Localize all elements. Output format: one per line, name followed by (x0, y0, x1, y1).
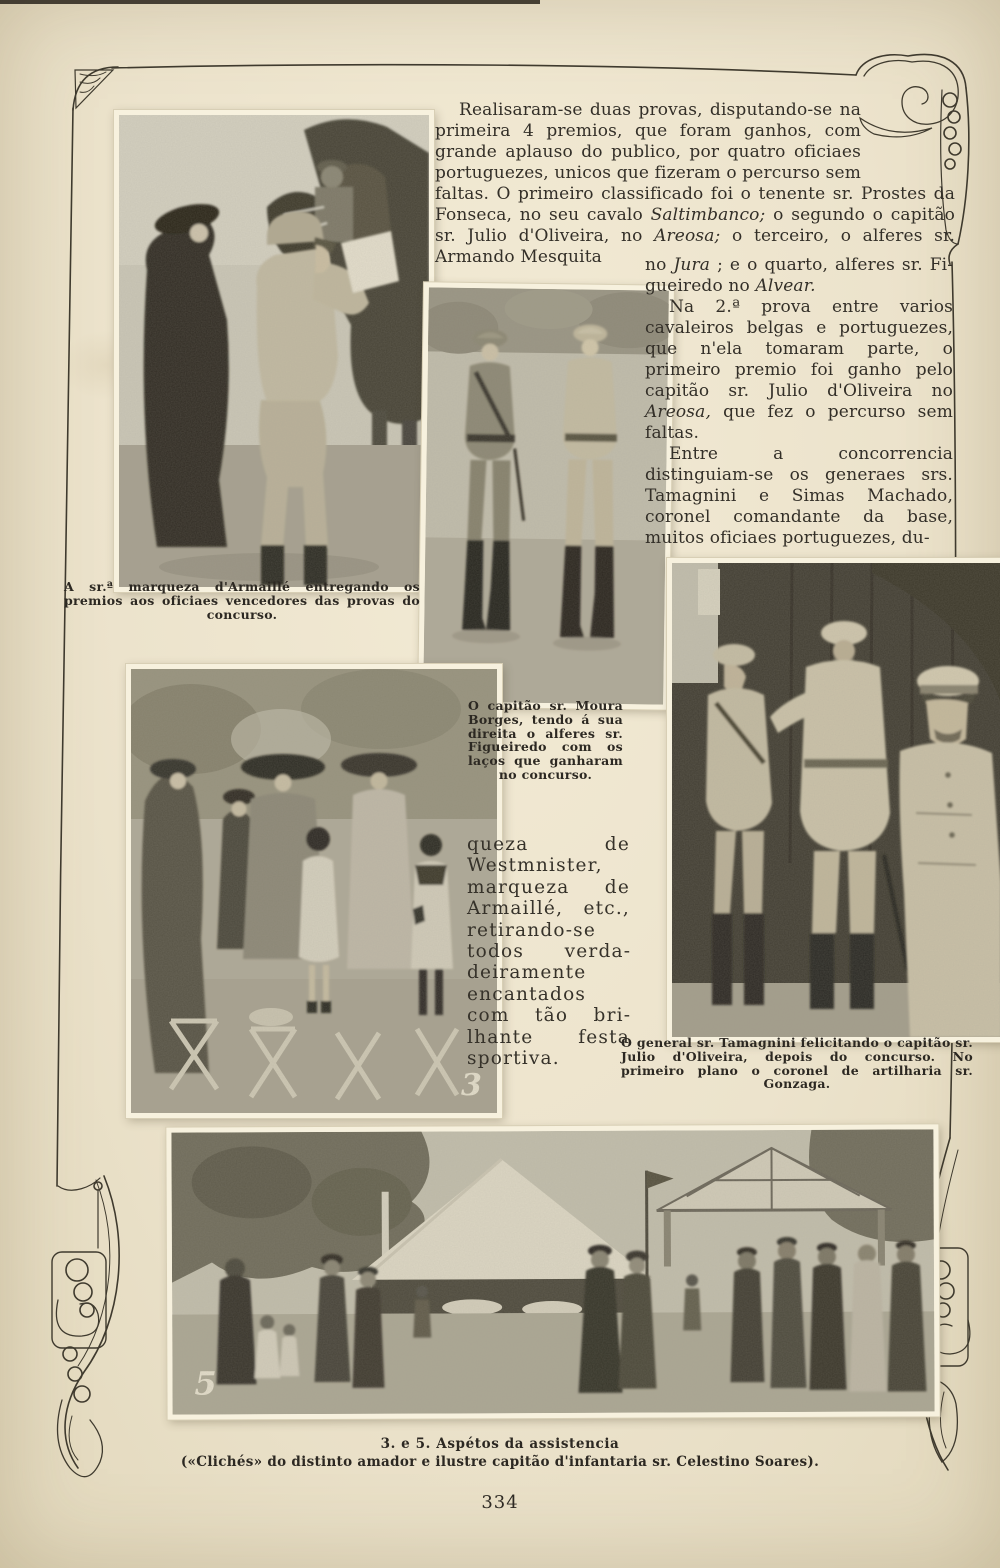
photo-spectators-group (126, 664, 502, 1118)
photo-prize-ceremony (114, 110, 434, 592)
bottom-caption (0, 1436, 1000, 1470)
frame-bottom-left-ornament (52, 1176, 119, 1477)
article-paragraph-2: Na 2.ª prova entre varios cavaleiros belgas e portuguezes, que n'ela tomaram parte, o primeiro premio foi ganho pelo capitão sr. Julio d'Oliveira no Areosa, que fez o percurso sem faltas. (645, 297, 953, 443)
article-column-main (435, 100, 955, 268)
photo-crowd-and-tent (166, 1124, 939, 1419)
article-paragraph-1-continuation: no Jura ; e o quarto, alferes sr. Figueiredo no Alvear. (645, 255, 954, 296)
article-column-narrow (645, 255, 953, 549)
frame-top-left-corner (73, 67, 118, 110)
bottom-caption-line-1: 3. e 5. Aspétos da assistencia (380, 1436, 620, 1452)
caption-photo-generals: O general sr. Tamagnini felicitando o capitão sr. Julio d'Oliveira, depois do concurso. No primeiro plano o coronel de artilharia sr. Gonzaga. (621, 1035, 973, 1092)
caption-photo-prize-ceremony: A sr.ª marqueza d'Armaillé entregando os premios aos oficiaes vencedores das provas do concurso. (64, 579, 420, 622)
frame-left-line (57, 108, 73, 1186)
text-wrap-spacer (861, 100, 955, 164)
frame-top-line (112, 65, 856, 75)
article-column-continuation: queza de Westmnister, marqueza de Armaillé, etc., retirando-se todos verdadeiramente encantados com tão brilhante festa sportiva. (467, 834, 630, 1070)
bottom-caption-line-2: («Clichés» do distinto amador e ilustre capitão d'infantaria sr. Celestino Soares). (180, 1454, 820, 1470)
photo-generals-congratulating (667, 558, 1000, 1042)
article-paragraph-1: Realisaram-se duas provas, disputando-se na primeira 4 premios, que foram ganhos, com grande aplauso do publico, por quatro oficiaes portuguezes, unicos que fizeram o percurso sem faltas. O primeiro classificado foi o tenente sr. Prostes da Fonseca, no seu cavalo Saltimbanco; o segundo o capitão sr. Julio d'Oliveira, no Areosa; o terceiro, o alferes sr. Armando Mesquita (435, 100, 955, 267)
article-paragraph-3: Entre a concorrencia distinguiam-se os generaes srs. Tamagnini e Simas Machado, coronel comandante da base, muitos oficiaes portuguezes, du- (645, 444, 953, 548)
scan-artifact-edge (0, 0, 540, 4)
photo-two-officers (418, 282, 674, 709)
page-number: 334 (481, 1492, 519, 1513)
caption-photo-two-officers: O capitão sr. Moura Borges, tendo á sua direita o alferes sr. Figueiredo com os laços que ganharam no concurso. (468, 698, 623, 782)
